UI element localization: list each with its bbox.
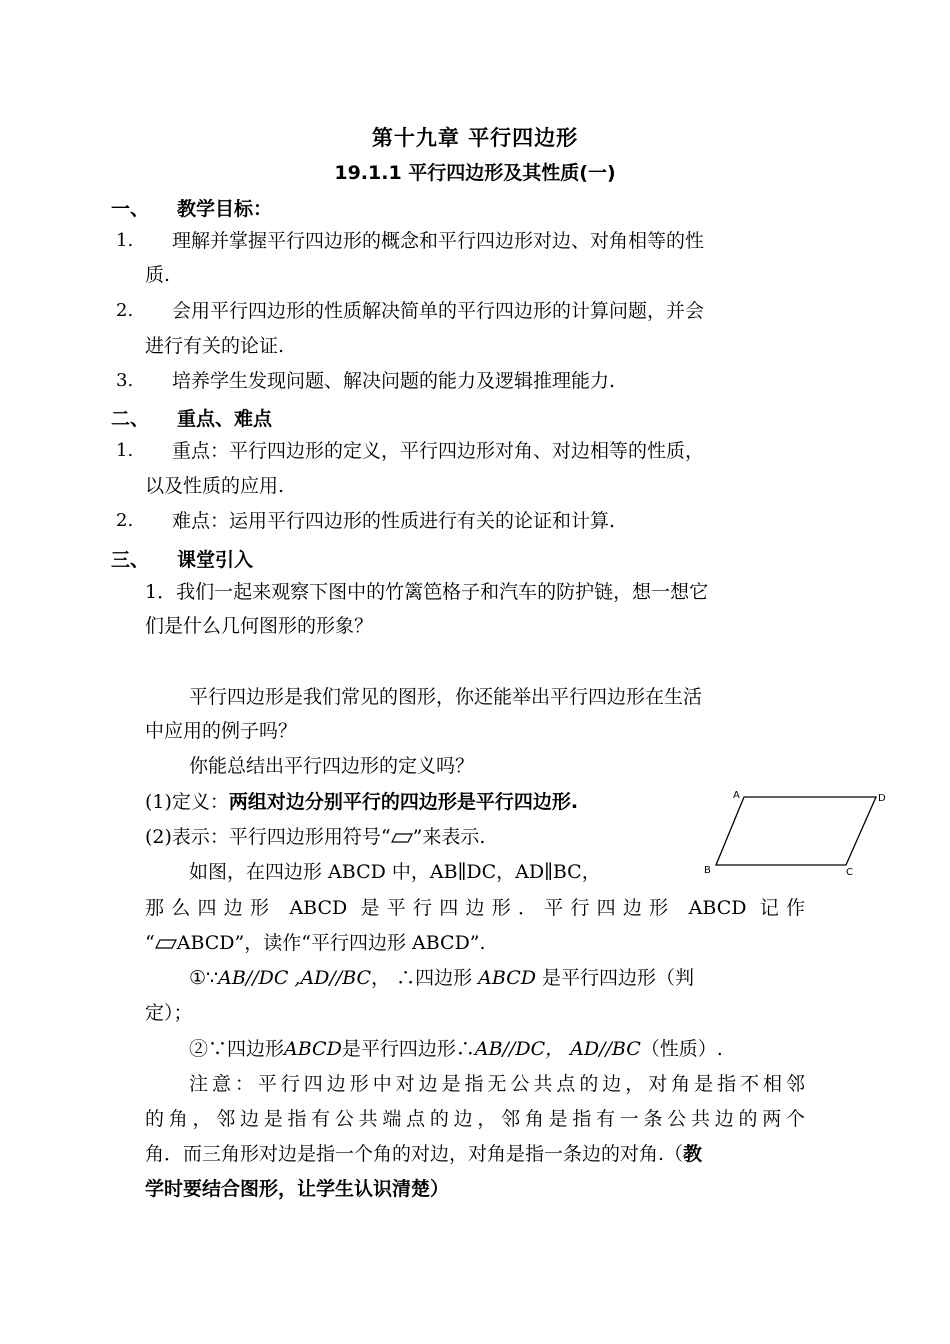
s2-item1-line2: 以及性质的应用. xyxy=(145,475,285,497)
property-figure-name: ABCD xyxy=(284,1038,342,1060)
s1-item2-line1: 会用平行四边形的性质解决简单的平行四边形的计算问题，并会 xyxy=(172,300,705,322)
note-line3-text: 角．而三角形对边是指一个角的对边，对角是指一条边的对角.（ xyxy=(145,1143,684,1165)
representation-prefix: (2)表示：平行四边形用符号“ xyxy=(145,826,391,848)
section1-number: 一、 xyxy=(111,198,150,220)
judgement-therefore: ， ∴四边形 xyxy=(371,967,479,989)
property-because: ②∵四边形 xyxy=(189,1038,285,1060)
representation-suffix: ”来表示. xyxy=(412,826,486,848)
s1-item1-line2: 质. xyxy=(145,264,171,286)
judgement-line2: 定）； xyxy=(145,1002,193,1024)
figure-text-line3 xyxy=(145,931,486,955)
vertex-label-b: B xyxy=(704,865,711,876)
note-line4: 学时要结合图形，让学生认识清楚） xyxy=(145,1178,450,1200)
note-line3-bold: 教 xyxy=(683,1143,703,1165)
definition-line xyxy=(145,790,578,814)
note-line3 xyxy=(145,1142,702,1166)
definition-prefix: (1)定义： xyxy=(145,791,229,813)
s3-question1-line1: 1．我们一起来观察下图中的竹篱笆格子和汽车的防护链，想一想它 xyxy=(145,581,709,603)
note-line1: 注意：平行四边形中对边是指无公共点的边，对角是指不相邻 xyxy=(189,1073,805,1095)
s3-para2: 你能总结出平行四边形的定义吗？ xyxy=(189,755,475,777)
parallelogram-figure xyxy=(700,785,895,880)
property-therefore: 是平行四边形∴ xyxy=(341,1038,475,1060)
judgement-line xyxy=(189,966,694,990)
s3-question1-line2: 们是什么几何图形的形象？ xyxy=(145,615,374,637)
judgement-figure-name: ABCD xyxy=(478,967,536,989)
property-label: （性质）. xyxy=(640,1038,723,1060)
section2-heading: 重点、难点 xyxy=(177,408,273,430)
s2-item1-line1: 重点：平行四边形的定义，平行四边形对角、对边相等的性质， xyxy=(172,440,705,462)
s1-item3-num: 3. xyxy=(116,370,134,391)
parallelogram-symbol-icon xyxy=(391,833,413,843)
section3-heading: 课堂引入 xyxy=(177,549,254,571)
s2-item2-num: 2. xyxy=(116,510,134,531)
section-title: 19.1.1 平行四边形及其性质(一) xyxy=(334,162,616,184)
s2-item2-line1: 难点：运用平行四边形的性质进行有关的论证和计算. xyxy=(172,510,616,532)
vertex-label-c: C xyxy=(846,867,853,878)
notation-text: ABCD”，读作“平行四边形 ABCD”. xyxy=(176,932,486,954)
s1-item2-line2: 进行有关的论证. xyxy=(145,335,285,357)
parallelogram-shape xyxy=(716,797,876,865)
representation-line xyxy=(145,825,485,849)
judgement-condition: AB//DC ,AD//BC xyxy=(218,967,372,989)
figure-text-line1: 如图，在四边形 ABCD 中，AB∥DC，AD∥BC， xyxy=(189,861,601,883)
s3-para1-line1: 平行四边形是我们常见的图形，你还能举出平行四边形在生活 xyxy=(189,686,703,708)
s1-item1-num: 1. xyxy=(116,230,134,251)
s1-item1-line1: 理解并掌握平行四边形的概念和平行四边形对边、对角相等的性 xyxy=(172,230,705,252)
s2-item1-num: 1. xyxy=(116,440,134,461)
vertex-label-a: A xyxy=(733,790,740,801)
judgement-conclusion: 是平行四边形（判 xyxy=(535,967,695,989)
chapter-title: 第十九章 平行四边形 xyxy=(371,126,579,150)
open-quote: “ xyxy=(145,932,155,954)
s1-item2-num: 2. xyxy=(116,300,134,321)
note-line2: 的角，邻边是指有公共端点的边，邻角是指有一条公共边的两个 xyxy=(145,1108,805,1130)
definition-text: 两组对边分别平行的四边形是平行四边形. xyxy=(228,791,579,813)
parallelogram-symbol-icon xyxy=(155,939,177,949)
vertex-label-d: D xyxy=(878,793,886,804)
section1-heading: 教学目标： xyxy=(177,198,273,220)
section3-number: 三、 xyxy=(111,549,150,571)
judgement-because: ①∵ xyxy=(189,967,219,989)
section2-number: 二、 xyxy=(111,408,150,430)
s1-item3-line1: 培养学生发现问题、解决问题的能力及逻辑推理能力. xyxy=(172,370,616,392)
s3-para1-line2: 中应用的例子吗？ xyxy=(145,720,298,742)
property-conclusion: AB//DC， AD//BC xyxy=(474,1038,641,1060)
property-line xyxy=(189,1037,723,1061)
figure-text-line2: 那么四边形 ABCD 是平行四边形．平行四边形 ABCD 记作 xyxy=(145,897,805,919)
